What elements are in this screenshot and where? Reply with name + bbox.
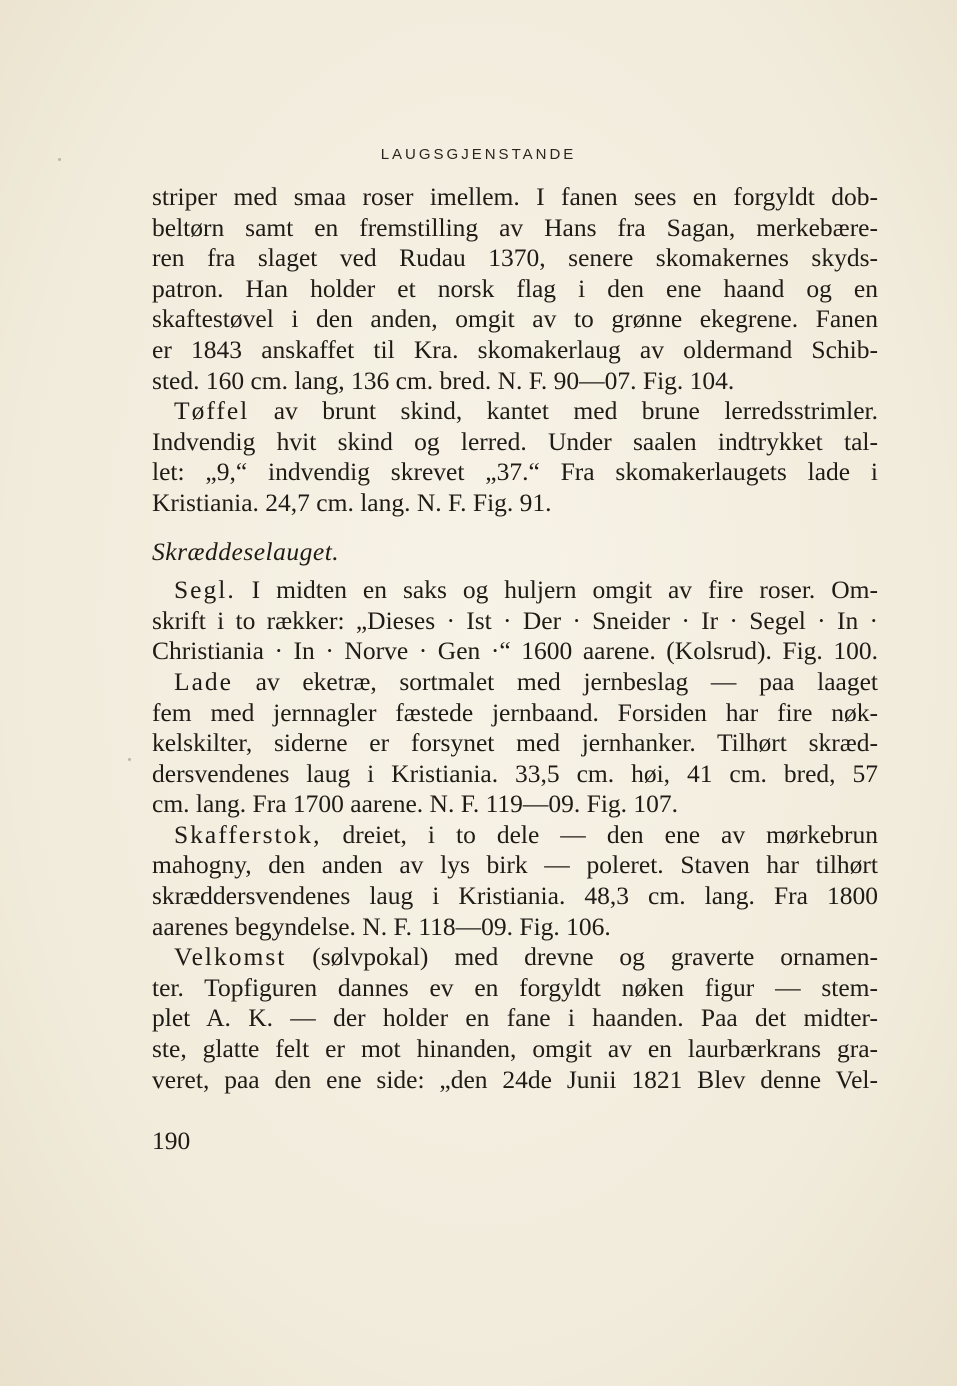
text-line: let: „9,“ indvendig skrevet „37.“ Fra skomakerlaugets lade i [152, 457, 878, 487]
entry-text: av eketræ, sortmalet med jernbeslag — paa laaget [232, 666, 878, 696]
entry-term: Lade [174, 666, 233, 696]
text-line: sted. 160 cm. lang, 136 cm. bred. N. F. 90—07. Fig. 104. [152, 365, 735, 395]
entry-text: dreiet, i to dele — den ene av mørkebrun [321, 819, 878, 849]
page-number: 190 [152, 1126, 191, 1155]
entry-term: Segl. [174, 575, 236, 605]
entry-term: Tøffel [174, 396, 250, 426]
entry-text: I midten en saks og huljern omgit av fire roser. Om- [235, 575, 878, 605]
text-line: cm. lang. Fra 1700 aarene. N. F. 119—09. Fig. 107. [152, 789, 679, 819]
text-line [152, 942, 878, 973]
text-line: Christiania · In · Norve · Gen ·“ 1600 aarene. (Kolsrud). Fig. 100. [152, 636, 878, 666]
paragraph-lade [152, 667, 878, 820]
body-text [152, 182, 878, 1095]
text-line: mahogny, den anden av lys birk — poleret. Staven har tilhørt [152, 850, 878, 880]
text-line: aarenes begyndelse. N. F. 118—09. Fig. 106. [152, 911, 611, 941]
text-line: ren fra slaget ved Rudau 1370, senere skomakernes skyds- [152, 243, 878, 273]
paragraph-skafferstok [152, 820, 878, 942]
entry-text: (sølvpokal) med drevne og graverte ornamen- [286, 942, 878, 972]
entry-text: av brunt skind, kantet med brune lerredsstrimler. [249, 396, 878, 426]
text-line: Kristiania. 24,7 cm. lang. N. F. Fig. 91. [152, 487, 552, 517]
paragraph-toffel [152, 396, 878, 518]
text-line [152, 820, 878, 851]
text-line: beltørn samt en fremstilling av Hans fra Sagan, merkebære- [152, 212, 878, 242]
text-line: plet A. K. — der holder en fane i haanden. Paa det midter- [152, 1003, 878, 1033]
text-line [152, 396, 878, 427]
paragraph-fane [152, 182, 878, 396]
running-head: LAUGSGJENSTANDE [380, 146, 577, 163]
text-line: er 1843 anskaffet til Kra. skomakerlaug av oldermand Schib- [152, 334, 878, 364]
text-line: veret, paa den ene side: „den 24de Junii 1821 Blev denne Vel- [152, 1064, 878, 1094]
text-line: ter. Topfiguren dannes ev en forgyldt nøken figur — stem- [152, 972, 878, 1002]
paper-speck [128, 758, 131, 761]
text-line [152, 667, 878, 698]
text-line: striper med smaa roser imellem. I fanen sees en forgyldt dob- [152, 182, 878, 211]
section-heading: Skræddeselauget. [152, 536, 340, 566]
paper-speck [58, 158, 61, 161]
text-line: Indvendig hvit skind og lerred. Under saalen indtrykket tal- [152, 426, 878, 456]
text-line: dersvendenes laug i Kristiania. 33,5 cm. høi, 41 cm. bred, 57 [152, 758, 878, 788]
text-line: skaftestøvel i den anden, omgit av to grønne ekegrene. Fanen [152, 304, 878, 334]
entry-term: Velkomst [174, 942, 287, 972]
text-line: kelskilter, siderne er forsynet med jernhanker. Tilhørt skræd- [152, 728, 878, 758]
text-line [152, 575, 878, 606]
text-line: fem med jernnagler fæstede jernbaand. Forsiden har fire nøk- [152, 697, 878, 727]
text-line: skræddersvendenes laug i Kristiania. 48,3 cm. lang. Fra 1800 [152, 881, 878, 911]
entry-term: Skafferstok, [174, 819, 322, 849]
text-line: patron. Han holder et norsk flag i den ene haand og en [152, 273, 878, 303]
text-line: skrift i to rækker: „Dieses · Ist · Der · Sneider · Ir · Segel · In · [152, 605, 878, 635]
paragraph-segl [152, 575, 878, 667]
paragraph-velkomst [152, 942, 878, 1095]
text-line: ste, glatte felt er mot hinanden, omgit av en laurbærkrans gra- [152, 1034, 878, 1064]
